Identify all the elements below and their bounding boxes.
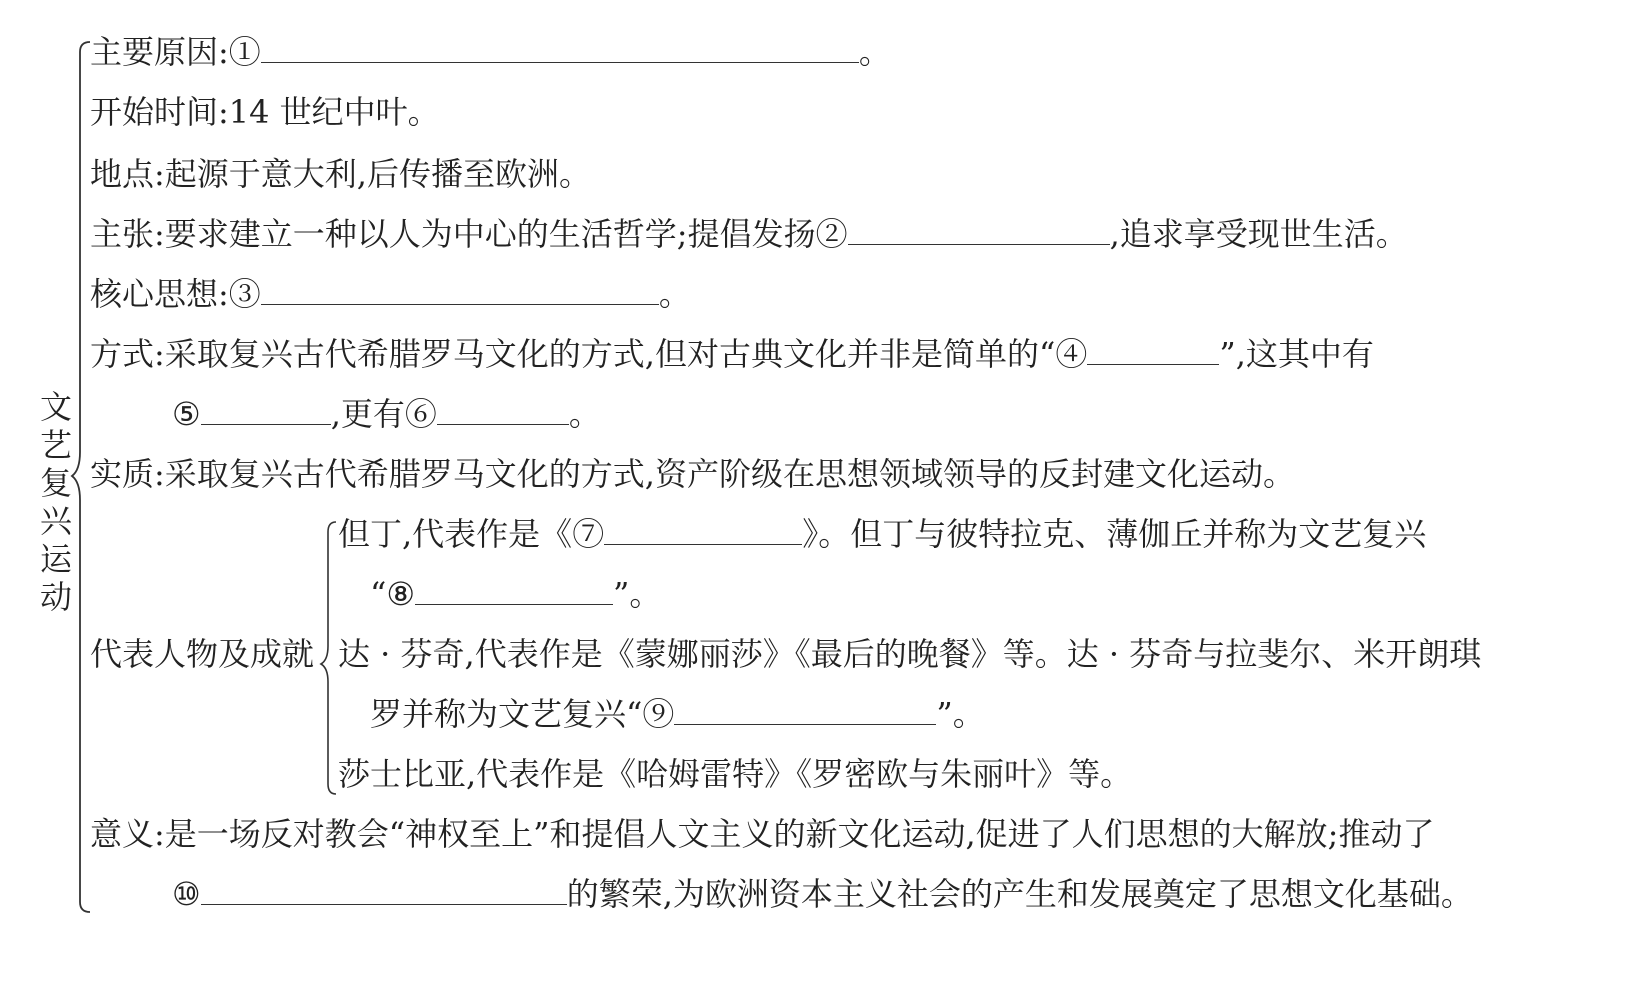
title-char: 兴 [39,502,72,540]
blank-2[interactable] [848,214,1110,245]
row-method-cont [172,394,601,434]
title-char: 复 [39,464,72,502]
title-char: 艺 [39,426,72,464]
blank-6[interactable] [437,394,569,425]
row-text: 罗并称为文艺复兴“ [370,695,643,733]
blank-5[interactable] [201,394,331,425]
blank-number: ⑨ [642,695,675,733]
row-core [90,274,691,314]
blank-number: ⑦ [572,515,605,553]
title-char: 动 [39,578,72,616]
row-text: 的繁荣,为欧洲资本主义社会的产生和发展奠定了思想文化基础。 [566,875,1473,913]
row-essence: 实质:采取复兴古代希腊罗马文化的方式,资产阶级在思想领域领导的反封建文化运动。 [90,455,1295,493]
blank-8[interactable] [415,574,613,605]
row-significance-cont [172,874,1473,914]
blank-9[interactable] [674,694,936,725]
blank-7[interactable] [604,514,802,545]
blank-4[interactable] [1087,334,1219,365]
row-label: 主要原因: [90,33,229,71]
row-text: ”。 [936,695,985,733]
row-text: ,更有 [330,395,405,433]
row-text: 但丁,代表作是《 [338,515,573,553]
blank-number: ④ [1055,335,1088,373]
quote: ”。 [613,575,662,613]
title-char: 文 [39,388,72,426]
row-dante [338,514,1426,554]
blank-number: ② [815,215,848,253]
row-shakespeare: 莎士比亚,代表作是《哈姆雷特》《罗密欧与朱丽叶》等。 [338,755,1133,793]
blank-3[interactable] [261,274,659,305]
blank-number: ③ [228,275,261,313]
row-time: 开始时间:14 世纪中叶。 [90,93,440,131]
row-text: ”,这其中有 [1219,335,1374,373]
blank-number: ⑤ [172,395,201,433]
row-text: ,追求享受现世生活。 [1109,215,1408,253]
period: 。 [858,33,891,71]
row-dante-cont [370,574,661,614]
blank-1[interactable] [261,32,859,63]
row-label: 核心思想: [90,275,229,313]
row-reason [90,32,891,72]
blank-number: ⑩ [172,875,201,913]
row-davinci: 达 · 芬奇,代表作是《蒙娜丽莎》《最后的晚餐》等。达 · 芬奇与拉斐尔、米开朗琪 [338,635,1482,673]
row-text: 》。但丁与彼特拉克、薄伽丘并称为文艺复兴 [802,515,1427,553]
row-place: 地点:起源于意大利,后传播至欧洲。 [90,155,591,193]
row-text: 方式:采取复兴古代希腊罗马文化的方式,但对古典文化并非是简单的“ [90,335,1056,373]
blank-number: ⑥ [404,395,437,433]
period: 。 [658,275,691,313]
figures-label: 代表人物及成就 [90,635,315,673]
row-significance: 意义:是一场反对教会“神权至上”和提倡人文主义的新文化运动,促进了人们思想的大解放;推动了 [90,815,1435,853]
blank-number: ① [228,33,261,71]
period: 。 [568,395,601,433]
row-text: 主张:要求建立一种以人为中心的生活哲学;提倡发扬 [90,215,816,253]
quote: “ [370,575,387,613]
vertical-title [36,388,76,616]
row-claim [90,214,1408,254]
blank-number: ⑧ [386,575,416,613]
title-char: 运 [39,540,72,578]
row-davinci-cont [370,694,985,734]
row-method [90,334,1374,374]
blank-10[interactable] [201,874,567,905]
